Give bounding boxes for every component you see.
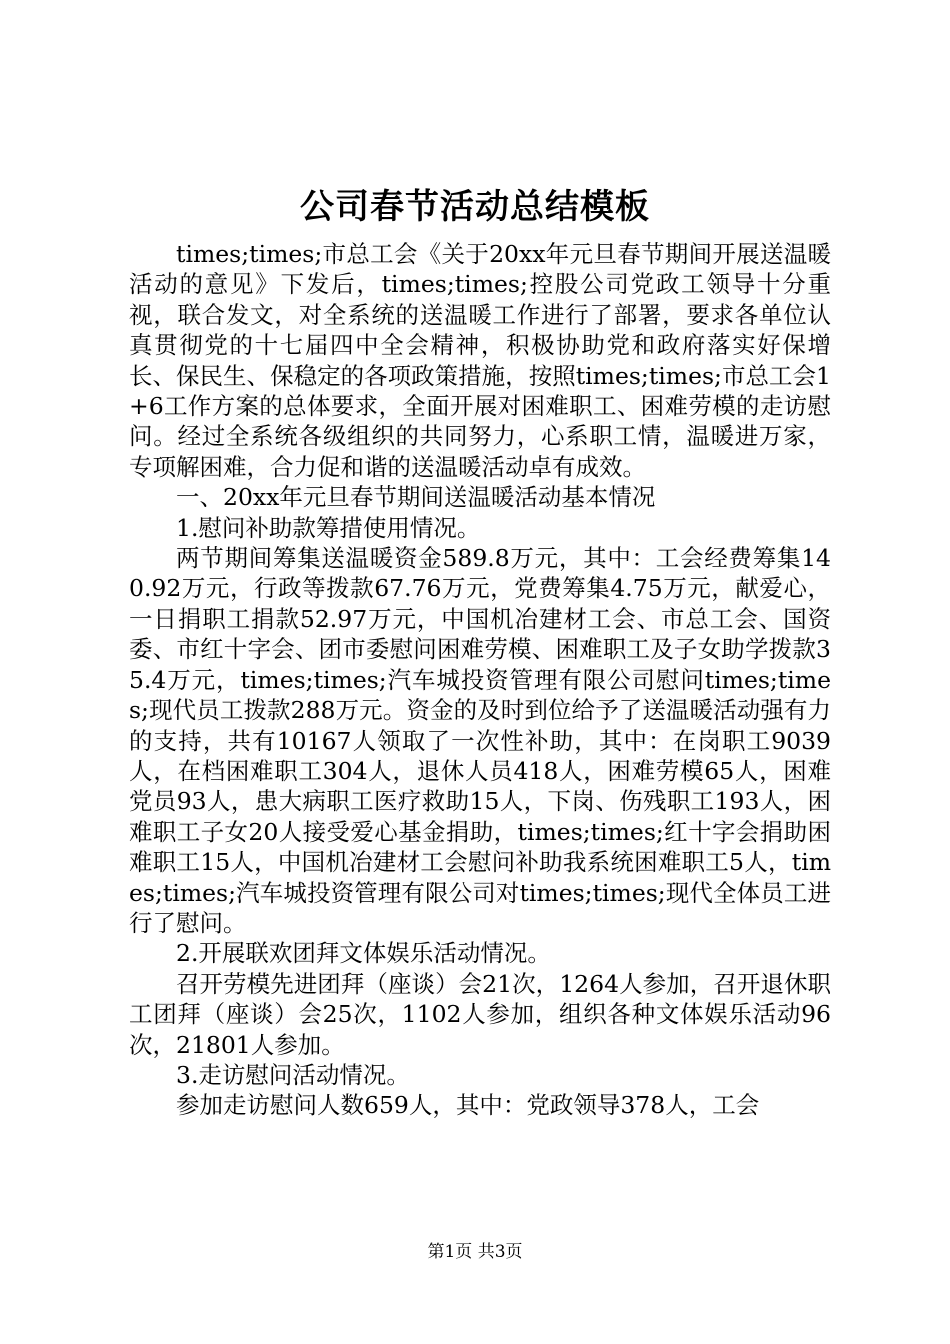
section-heading: 一、20xx年元旦春节期间送温暖活动基本情况 [176,483,656,512]
paragraph-visits: 参加走访慰问人数659人，其中：党政领导378人，工会 [176,1091,760,1120]
document-title: 公司春节活动总结模板 [300,187,650,227]
paragraph-activities: 召开劳模先进团拜（座谈）会21次，1264人参加，召开退休职工团拜（座谈）会25次，1102人参加，组织各种文体娱乐活动96次，21801人参加。 [129,969,831,1059]
document-body [129,239,831,1121]
subsection-heading-funds: 1.慰问补助款筹措使用情况。 [176,513,481,542]
page-number-footer: 第1页 共3页 [427,1242,523,1262]
paragraph-intro: times;times;市总工会《关于20xx年元旦春节期间开展送温暖活动的意见》下发后，times;times;控股公司党政工领导十分重视，联合发文，对全系统的送温暖工作进行了部署，要求各单位认真贯彻党的十七届四中全会精神，积极协助党和政府落实好保增长、保民生、保稳定的各项政策措施，按照times;times;市总工会1+6工作方案的总体要求，全面开展对困难职工、困难劳模的走访慰问。经过全系统各级组织的共同努力，心系职工情，温暖进万家，专项解困难，合力促和谐的送温暖活动卓有成效。 [129,240,831,481]
subsection-heading-visits: 3.走访慰问活动情况。 [176,1060,410,1089]
subsection-heading-activities: 2.开展联欢团拜文体娱乐活动情况。 [176,939,551,968]
paragraph-funds: 两节期间筹集送温暖资金589.8万元，其中：工会经费筹集140.92万元，行政等拨款67.76万元，党费筹集4.75万元，献爱心，一日捐职工捐款52.97万元，中国机冶建材工会、市总工会、国资委、市红十字会、团市委慰问困难劳模、困难职工及子女助学拨款35.4万元，times;times;汽车城投资管理有限公司慰问times;times;现代员工拨款288万元。资金的及时到位给予了送温暖活动强有力的支持，共有10167人领取了一次性补助，其中：在岗职工9039人，在档困难职工304人，退休人员418人，困难劳模65人，困难党员93人，患大病职工医疗救助15人，下岗、伤残职工193人，困难职工子女20人接受爱心基金捐助，times;times;红十字会捐助困难职工15人，中国机冶建材工会慰问补助我系统困难职工5人，times;times;汽车城投资管理有限公司对times;times;现代全体员工进行了慰问。 [129,544,831,937]
